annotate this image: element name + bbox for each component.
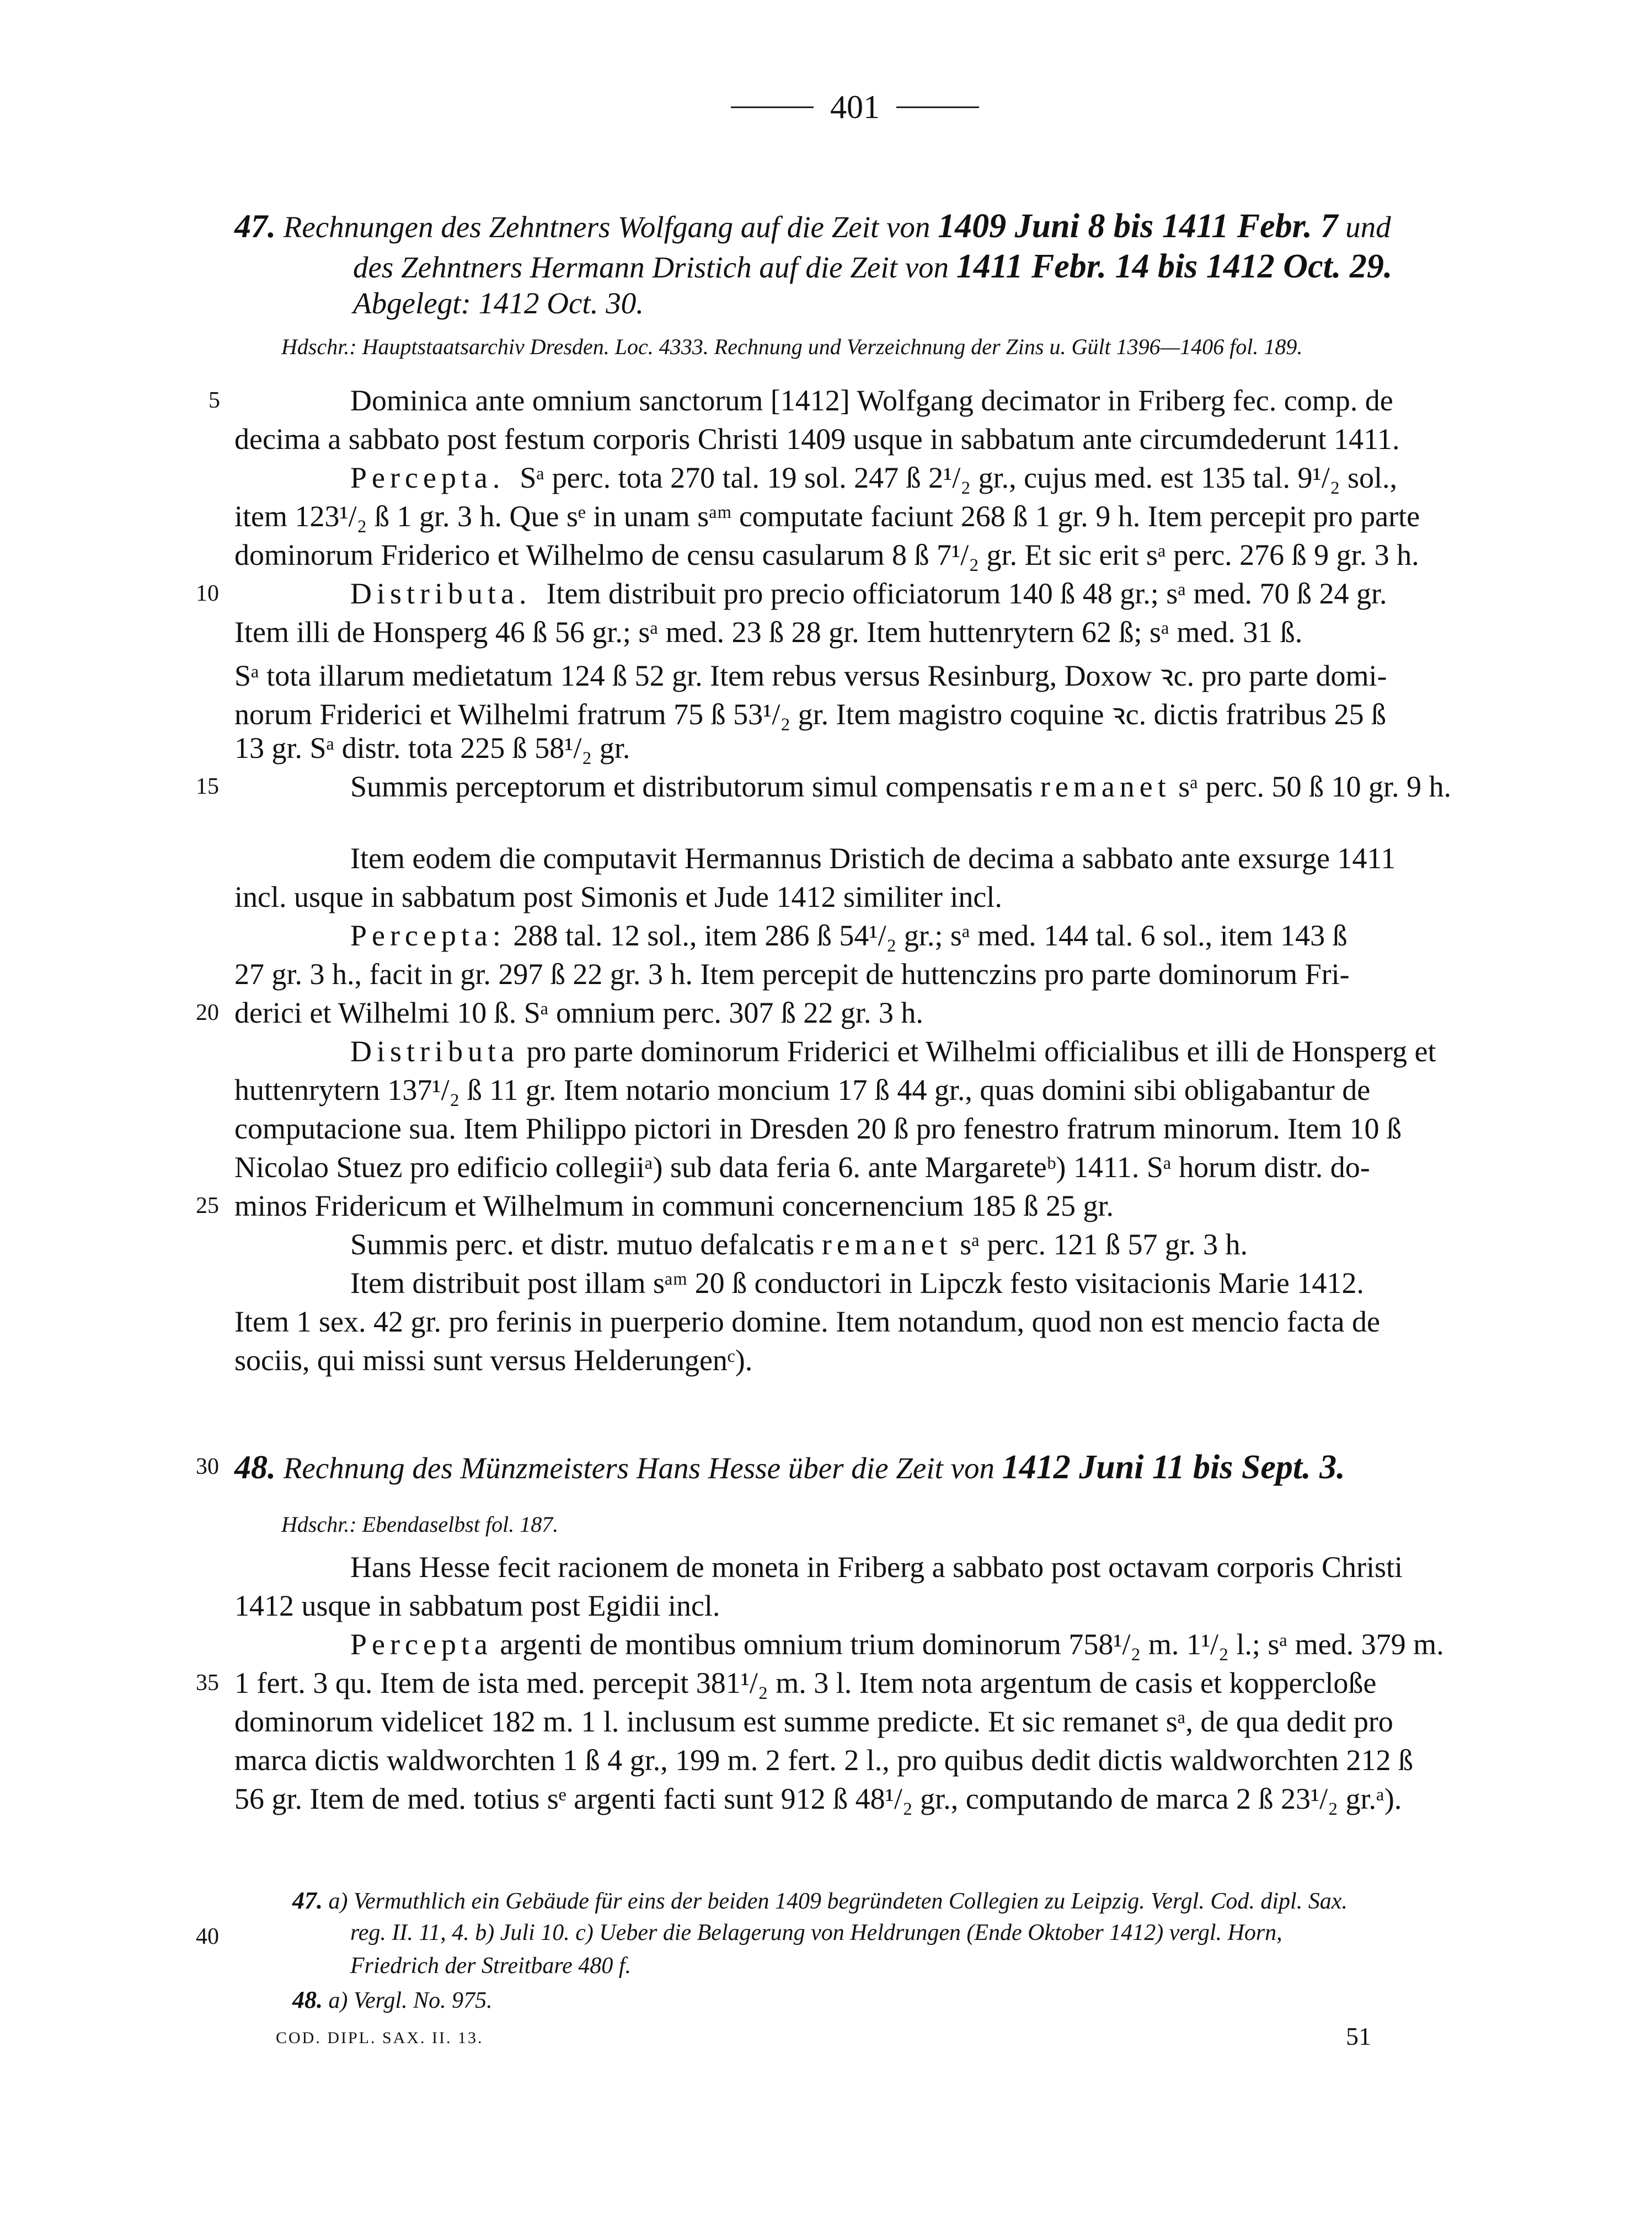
label-remanet: remanet (1040, 770, 1171, 803)
doc47-part2-line (350, 1034, 1436, 1068)
line-number: 25 (196, 1193, 219, 1218)
doc47-part2-line: Nicolao Stuez pro edificio collegiiᵃ) sub data feria 6. ante Margareteᵇ) 1411. Sᵃ horum distr. do- (234, 1151, 1370, 1184)
footnote-47-line3: Friedrich der Streitbare 480 f. (350, 1953, 631, 1979)
doc48-line (350, 1627, 1444, 1661)
doc48-date-range: 1412 Juni 11 bis Sept. 3. (1002, 1448, 1345, 1486)
doc47-number: 47. (234, 208, 276, 244)
label-remanet: remanet (821, 1228, 953, 1261)
doc47-line-text: Summis perceptorum et distributorum simul compensatis (350, 770, 1033, 803)
doc47-line-text: Item distribuit pro precio officiatorum 140 ß 48 gr.; sᵃ med. 70 ß 24 gr. (546, 577, 1387, 610)
doc48-line: Hans Hesse fecit racionem de moneta in Friberg a sabbato post octavam corporis Christi (350, 1551, 1403, 1584)
line-number: 40 (196, 1924, 219, 1949)
label-distributa: Distributa (350, 1035, 519, 1068)
label-percepta: Percepta (350, 1628, 493, 1661)
divider (896, 106, 979, 108)
doc48-line: dominorum videlicet 182 m. 1 l. inclusum est summe predicte. Et sic remanet sᵃ, de qua dedit pro (234, 1705, 1393, 1738)
footnote-47-line1 (292, 1886, 1348, 1915)
doc47-line: dominorum Friderico et Wilhelmo de censu casularum 8 ß 7¹/₂ gr. Et sic erit sᵃ perc. 276 ß 9 gr. 3 h. (234, 538, 1419, 571)
doc47-part2-line: derici et Wilhelmi 10 ß. Sᵃ omnium perc. 307 ß 22 gr. 3 h. (234, 996, 923, 1029)
line-number: 35 (196, 1670, 219, 1696)
footnote-text: a) Vergl. No. 975. (328, 1988, 493, 2013)
doc47-line-text: Summis perc. et distr. mutuo defalcatis (350, 1228, 815, 1261)
doc47-date-range: 1411 Febr. 14 bis 1412 Oct. 29. (956, 248, 1393, 285)
doc47-title-text: Rechnungen des Zehntners Wolfgang auf die Zeit von (283, 210, 938, 244)
doc47-line (350, 461, 1397, 495)
doc47-part2-line: sociis, qui missi sunt versus Helderungenᶜ). (234, 1344, 753, 1377)
doc47-date-range: 1409 Juni 8 bis 1411 Febr. 7 (938, 207, 1338, 245)
sheet-signature: COD. DIPL. SAX. II. 13. (276, 2029, 484, 2047)
doc48-line: marca dictis waldworchten 1 ß 4 gr., 199 m. 2 fert. 2 l., pro quibus dedit dictis waldworchten 212 ß (234, 1744, 1414, 1777)
doc47-line-text: pro parte dominorum Friderici et Wilhelmi officialibus et illi de Honsperg et (526, 1035, 1436, 1068)
page-number (717, 88, 993, 126)
doc47-line (350, 769, 1451, 804)
line-number: 20 (196, 1000, 219, 1025)
doc47-line: Dominica ante omnium sanctorum [1412] Wolfgang decimator in Friberg fec. comp. de (350, 384, 1393, 417)
doc48-line-text: argenti de montibus omnium trium dominorum 758¹/₂ m. 1¹/₂ l.; sᵃ med. 379 m. (500, 1628, 1444, 1661)
doc47-line: decima a sabbato post festum corporis Christi 1409 usque in sabbatum ante circumdederunt 1411. (234, 423, 1400, 456)
footnote-47-line2: reg. II. 11, 4. b) Juli 10. c) Ueber die Belagerung von Heldrungen (Ende Oktober 1412) vergl. Horn, (350, 1920, 1282, 1945)
doc47-line-text: sᵃ perc. 50 ß 10 gr. 9 h. (1178, 770, 1451, 803)
doc47-title-text: des Zehntners Hermann Dristich auf die Zeit von (353, 250, 956, 284)
doc47-part2-line: minos Fridericum et Wilhelmum in communi concernencium 185 ß 25 gr. (234, 1189, 1114, 1222)
label-percepta: Percepta. (350, 461, 505, 494)
label-distributa: Distributa. (350, 577, 532, 610)
doc48-number: 48. (234, 1449, 276, 1485)
doc47-line: item 123¹/₂ ß 1 gr. 3 h. Que sᵉ in unam sᵃᵐ computate faciunt 268 ß 1 gr. 9 h. Item percepit pro parte (234, 500, 1420, 533)
doc47-title-text: und (1338, 210, 1391, 244)
footnote-number: 47. (292, 1887, 323, 1914)
doc47-source: Hdschr.: Hauptstaatsarchiv Dresden. Loc. 4333. Rechnung und Verzeichnung der Zins u. Gült 1396—1406 fol. 189. (281, 334, 1303, 359)
footnote-text: a) Vermuthlich ein Gebäude für eins der beiden 1409 begründeten Collegien zu Leipzig. Vergl. Cod. dipl. Sax. (328, 1889, 1348, 1914)
doc48-line: 56 gr. Item de med. totius sᵉ argenti facti sunt 912 ß 48¹/₂ gr., computando de marca 2 ß 23¹/₂ gr.ᵃ). (234, 1782, 1402, 1815)
doc48-line: 1 fert. 3 qu. Item de ista med. percepit 381¹/₂ m. 3 l. Item nota argentum de casis et koppercloße (234, 1666, 1377, 1699)
doc48-source: Hdschr.: Ebendaselbst fol. 187. (281, 1512, 559, 1537)
line-number: 5 (208, 388, 220, 413)
divider (731, 106, 814, 108)
doc47-part2-line (350, 918, 1348, 953)
doc47-line: Item illi de Honsperg 46 ß 56 gr.; sᵃ med. 23 ß 28 gr. Item huttenrytern 62 ß; sᵃ med. 31 ß. (234, 616, 1303, 649)
doc47-part2-line: Item eodem die computavit Hermannus Dristich de decima a sabbato ante exsurge 1411 (350, 842, 1396, 875)
footnote-number: 48. (292, 1986, 323, 2013)
doc47-title-line1 (234, 207, 1391, 246)
page-number-text: 401 (830, 89, 880, 125)
label-percepta: Percepta: (350, 919, 506, 952)
line-number: 30 (196, 1454, 219, 1479)
doc47-part2-line: Item distribuit post illam sᵃᵐ 20 ß conductori in Lipczk festo visitacionis Marie 1412. (350, 1266, 1364, 1300)
doc48-line: 1412 usque in sabbatum post Egidii incl. (234, 1589, 720, 1622)
doc47-line-text: sᵃ perc. 121 ß 57 gr. 3 h. (960, 1228, 1248, 1261)
doc47-part2-line: 27 gr. 3 h., facit in gr. 297 ß 22 gr. 3 h. Item percepit de huttenczins pro parte dominorum Fri- (234, 958, 1350, 991)
doc47-line-text: 288 tal. 12 sol., item 286 ß 54¹/₂ gr.; sᵃ med. 144 tal. 6 sol., item 143 ß (513, 919, 1348, 952)
doc47-line: 13 gr. Sᵃ distr. tota 225 ß 58¹/₂ gr. (234, 731, 630, 765)
line-number: 10 (196, 581, 219, 606)
footnote-48 (292, 1986, 493, 2014)
doc47-part2-line (350, 1227, 1248, 1262)
doc47-part2-line: Item 1 sex. 42 gr. pro ferinis in puerperio domine. Item notandum, quod non est mencio facta de (234, 1305, 1380, 1338)
doc48-title (234, 1448, 1345, 1487)
doc47-part2-line: huttenrytern 137¹/₂ ß 11 gr. Item notario moncium 17 ß 44 gr., quas domini sibi obligabantur de (234, 1073, 1371, 1107)
line-number: 15 (196, 774, 219, 799)
sheet-number: 51 (1346, 2022, 1371, 2050)
doc47-line: norum Friderici et Wilhelmi fratrum 75 ß 53¹/₂ gr. Item magistro coquine ꝛc. dictis fratribus 25 ß (234, 698, 1387, 731)
doc47-line: Sᵃ tota illarum medietatum 124 ß 52 gr. Item rebus versus Resinburg, Doxow ꝛc. pro parte domi- (234, 659, 1387, 692)
doc47-title-line2 (353, 247, 1392, 286)
doc47-part2-line: incl. usque in sabbatum post Simonis et Jude 1412 similiter incl. (234, 880, 1002, 913)
doc47-line-text: Sᵃ perc. tota 270 tal. 19 sol. 247 ß 2¹/₂ gr., cujus med. est 135 tal. 9¹/₂ sol., (520, 461, 1398, 494)
doc48-title-text: Rechnung des Münzmeisters Hans Hesse über die Zeit von (283, 1451, 1002, 1485)
doc47-title-line3: Abgelegt: 1412 Oct. 30. (353, 286, 644, 320)
doc47-part2-line: computacione sua. Item Philippo pictori in Dresden 20 ß pro fenestro fratrum minorum. Item 10 ß (234, 1112, 1402, 1145)
doc47-line (350, 576, 1387, 611)
